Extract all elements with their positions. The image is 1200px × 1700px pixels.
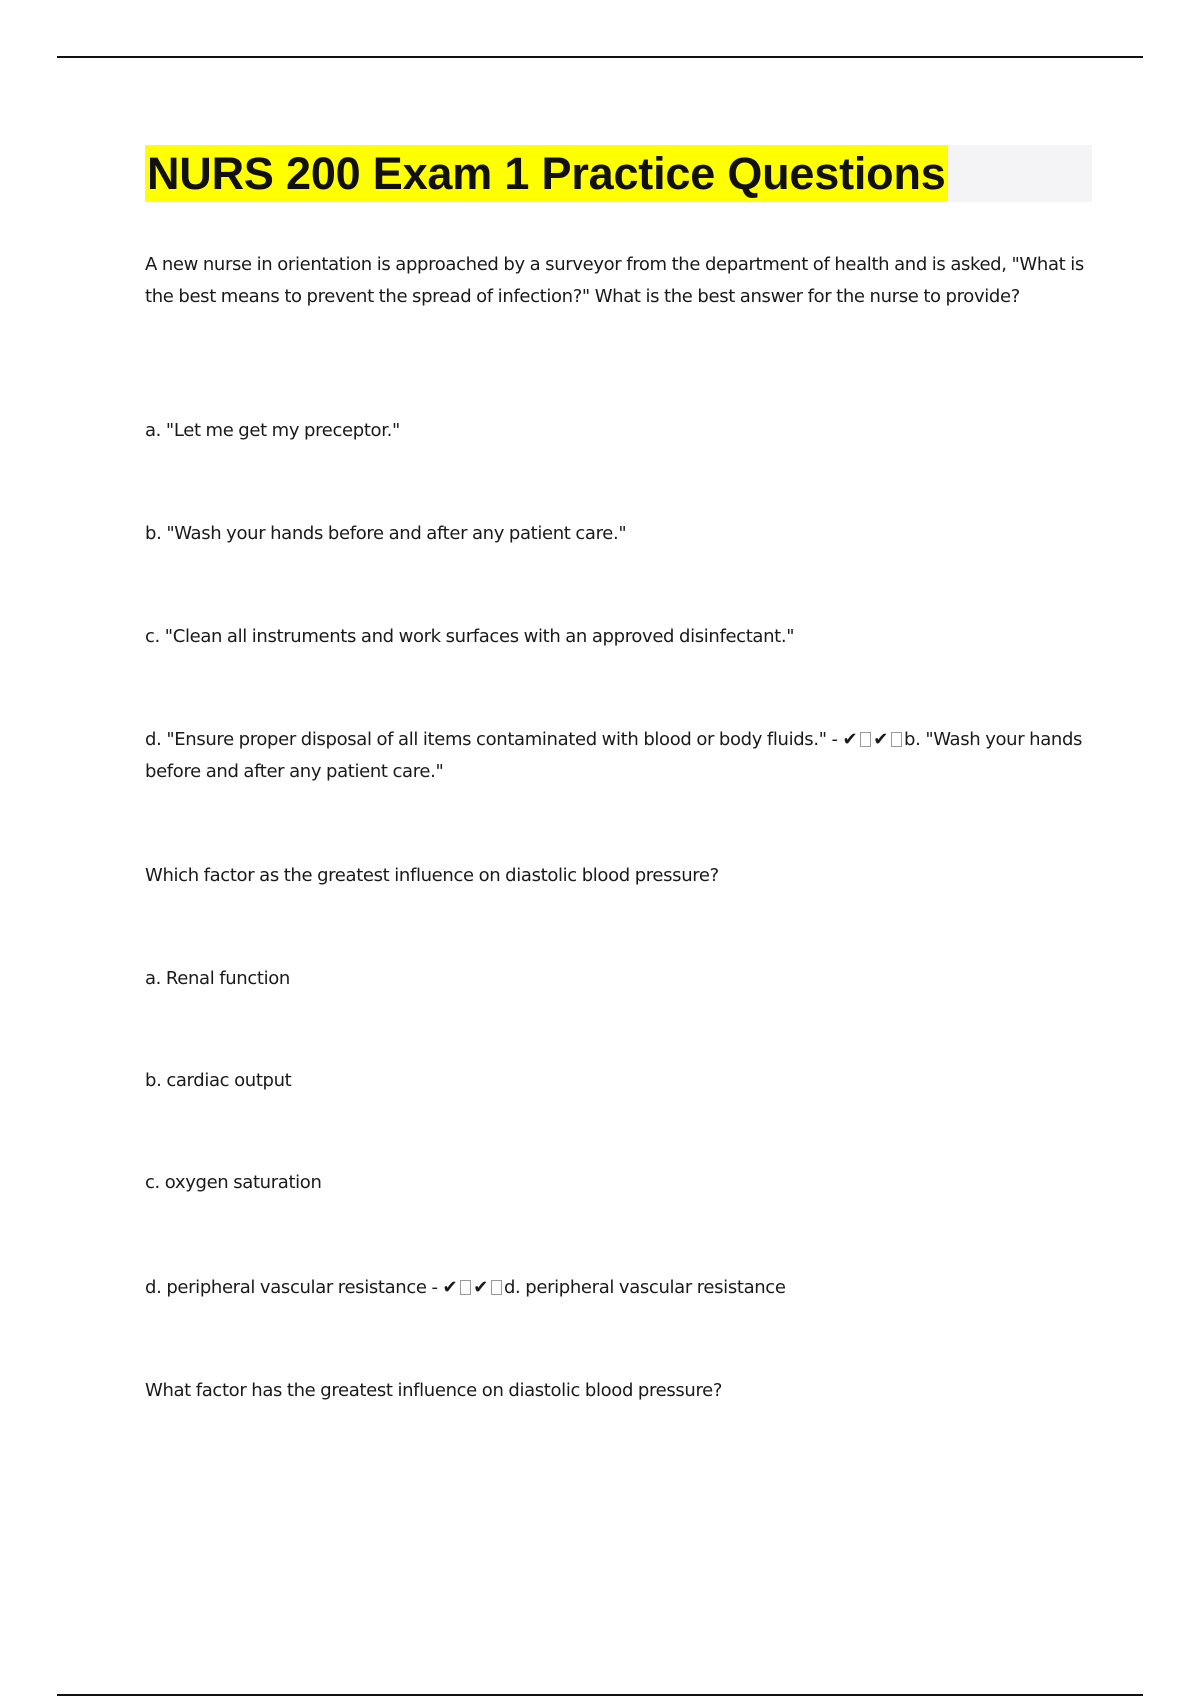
- check-icon: ✔: [442, 1277, 458, 1298]
- q3-stem: What factor has the greatest influence on diastolic blood pressure?: [145, 1380, 723, 1401]
- title-band: [145, 145, 1092, 202]
- q1-option-c: c. "Clean all instruments and work surfaces with an approved disinfectant.": [145, 626, 795, 647]
- q1-option-a: a. "Let me get my preceptor.": [145, 420, 400, 441]
- q1-option-b: b. "Wash your hands before and after any patient care.": [145, 523, 627, 544]
- missing-glyph-box-icon: [860, 732, 871, 747]
- missing-glyph-box-icon: [891, 732, 902, 747]
- q1-option-d-with-answer: [145, 724, 1090, 788]
- missing-glyph-box-icon: [491, 1280, 502, 1295]
- q1-answer: b. "Wash your hands before and after any patient care.": [145, 729, 1083, 782]
- q2-option-a: a. Renal function: [145, 968, 290, 989]
- q1-option-d: d. "Ensure proper disposal of all items contaminated with blood or body fluids." -: [145, 729, 838, 750]
- q2-option-d-with-answer: [145, 1272, 1090, 1304]
- check-icon: ✔: [842, 729, 858, 750]
- top-rule: [57, 56, 1143, 58]
- q2-option-c: c. oxygen saturation: [145, 1172, 322, 1193]
- check-icon: ✔: [873, 729, 889, 750]
- bottom-rule: [57, 1694, 1143, 1696]
- q2-answer: d. peripheral vascular resistance: [503, 1277, 786, 1298]
- document-title: NURS 200 Exam 1 Practice Questions: [145, 145, 948, 202]
- q2-option-d: d. peripheral vascular resistance -: [145, 1277, 438, 1298]
- missing-glyph-box-icon: [460, 1280, 471, 1295]
- q1-stem: A new nurse in orientation is approached by a surveyor from the department of health and is asked, "What is the best means to prevent the spread of infection?" What is the best answer for the nurse to provide?: [145, 254, 1084, 307]
- q2-stem: Which factor as the greatest influence on diastolic blood pressure?: [145, 865, 719, 886]
- q2-option-b: b. cardiac output: [145, 1070, 292, 1091]
- check-icon: ✔: [473, 1277, 488, 1298]
